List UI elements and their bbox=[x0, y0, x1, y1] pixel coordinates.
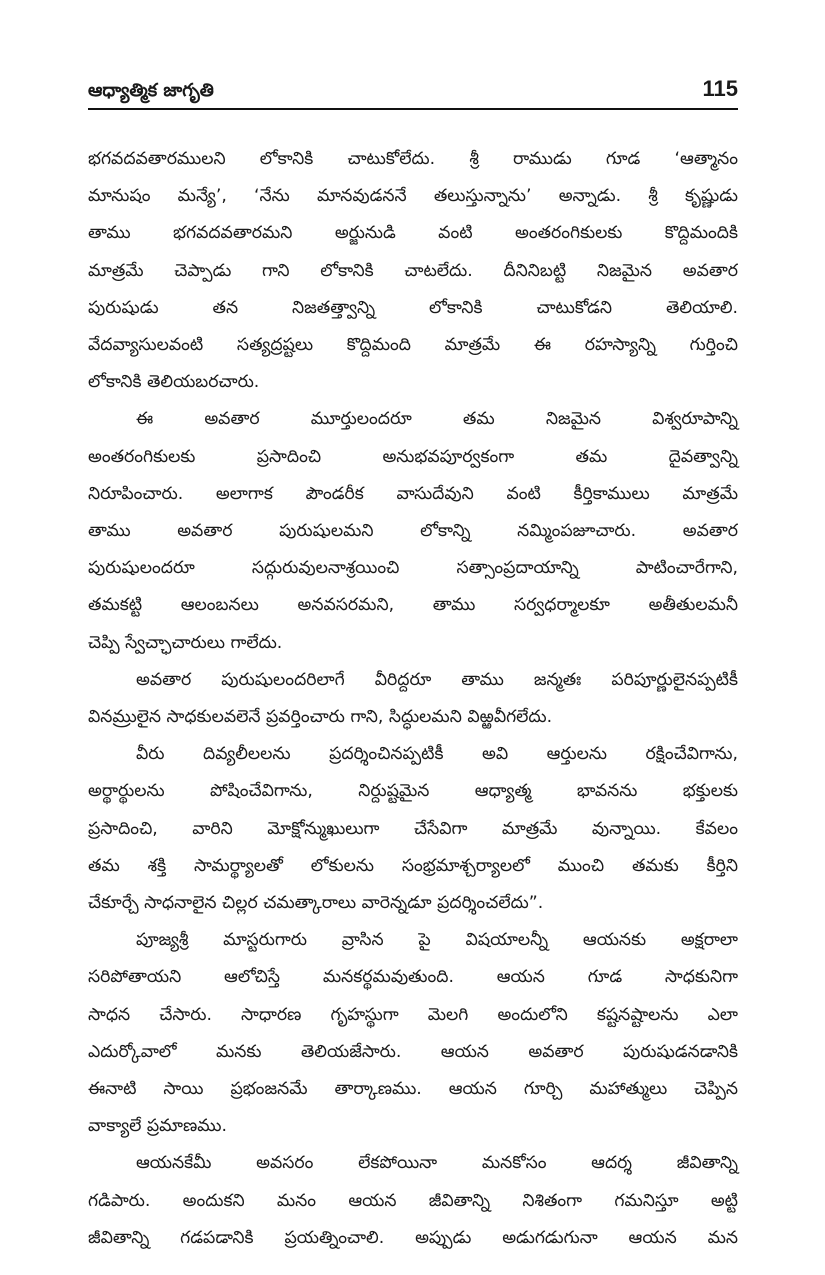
text-line: పురుషుడు తన నిజతత్త్వాన్ని లోకానికి చాటుకోడని తెలియాలి. bbox=[88, 297, 738, 318]
text-line: గడిపారు. అందుకని మనం ఆయన జీవితాన్ని నిశితంగా గమనిస్తూ అట్టి bbox=[88, 1190, 738, 1211]
text-line: వేదవ్యాసులవంటి సత్యద్రష్టలు కొద్దిమంది మాత్రమే ఈ రహస్యాన్ని గుర్తించి bbox=[88, 335, 738, 356]
text-line: తమకట్టి ఆలంబనలు అనవసరమని, తాము సర్వధర్మాలకూ అతీతులమనీ bbox=[88, 595, 738, 616]
text-line: వాక్యాలే ప్రమాణము. bbox=[88, 1116, 228, 1137]
text-line: అంతరంగికులకు ప్రసాదించి అనుభవపూర్వకంగా తమ దైవత్వాన్ని bbox=[88, 446, 738, 467]
body-text bbox=[88, 141, 738, 1257]
text-line: మానుషం మన్యే’, ‘నేను మానవుడననే తలుస్తున్నాను’ అన్నాడు. శ్రీ కృష్ణుడు bbox=[88, 186, 738, 207]
text-line: భగవదవతారములని లోకానికి చాటుకోలేదు. శ్రీ రాముడు గూడ ‘ఆత్మానం bbox=[88, 149, 738, 169]
text-line: పూజ్యశ్రీ మాస్టరుగారు వ్రాసిన పై విషయాలన్నీ ఆయనకు అక్షరాలా bbox=[136, 930, 738, 951]
text-line: ఆయనకేమీ అవసరం లేకపోయినా మనకోసం ఆదర్శ జీవితాన్ని bbox=[136, 1153, 738, 1174]
text-line: నిరూపించారు. అలాగాక పౌండరీక వాసుదేవుని వంటి కీర్తికాములు మాత్రమే bbox=[88, 483, 738, 504]
text-line: అవతార పురుషులందరిలాగే వీరిద్దరూ తాము జన్మతః పరిపూర్ణులైనప్పటికీ bbox=[136, 669, 738, 690]
page-number: 115 bbox=[702, 76, 738, 101]
text-line: ప్రసాదించి, వారిని మోక్షోన్ముఖులుగా చేసేవిగా మాత్రమే వున్నాయి. కేవలం bbox=[88, 818, 738, 839]
text-line: జీవితాన్ని గడపడానికి ప్రయత్నించాలి. అప్పుడు అడుగడుగునా ఆయన మన bbox=[88, 1227, 738, 1248]
text-line: సాధన చేసారు. సాధారణ గృహస్థుగా మెలగి అందులోని కష్టనష్టాలను ఎలా bbox=[88, 1004, 738, 1025]
page-header bbox=[88, 74, 738, 110]
text-line: మాత్రమే చెప్పాడు గాని లోకానికి చాటలేదు. దీనినిబట్టి నిజమైన అవతార bbox=[88, 260, 738, 281]
text-line: తాము భగవదవతారమని అర్జునుడి వంటి అంతరంగికులకు కొద్దిమందికి bbox=[88, 223, 738, 244]
text-line: పురుషులందరూ సద్గురువులనాశ్రయించి సత్సాంప్రదాయాన్ని పాటించారేగాని, bbox=[88, 558, 738, 579]
text-line: తమ శక్తి సామర్థ్యాలతో లోకులను సంభ్రమాశ్చర్యాలలో ముంచి తమకు కీర్తిని bbox=[88, 855, 738, 876]
text-line: చెప్పి స్వేచ్ఛాచారులు గాలేదు. bbox=[88, 632, 283, 653]
text-line: ఈ అవతార మూర్తులందరూ తమ నిజమైన విశ్వరూపాన్ని bbox=[136, 409, 738, 430]
running-title: ఆధ్యాత్మిక జాగృతి bbox=[88, 80, 214, 101]
text-line: లోకానికి తెలియబరచారు. bbox=[88, 372, 260, 393]
text-line: వినమ్రులైన సాధకులవలెనే ప్రవర్తించారు గాని, సిద్ధులమని విఱ్ఱవీగలేదు. bbox=[88, 707, 553, 728]
text-line: చేకూర్చే సాధనాలైన చిల్లర చమత్కారాలు వారెన్నడూ ప్రదర్శించలేదు”. bbox=[88, 893, 544, 914]
text-line: ఈనాటి సాయి ప్రభంజనమే తార్కాణము. ఆయన గూర్చి మహాత్ములు చెప్పిన bbox=[88, 1079, 738, 1100]
text-line: తాము అవతార పురుషులమని లోకాన్ని నమ్మింపజూచారు. అవతార bbox=[88, 521, 738, 542]
text-line: ఎదుర్కోవాలో మనకు తెలియజేసారు. ఆయన అవతార పురుషుడనడానికి bbox=[88, 1041, 738, 1062]
text-line: సరిపోతాయని ఆలోచిస్తే మనకర్థమవుతుంది. ఆయన గూడ సాధకునిగా bbox=[88, 967, 738, 988]
text-line: అర్థార్థులను పోషించేవిగాను, నిర్దుష్టమైన ఆధ్యాత్మ భావనను భక్తులకు bbox=[88, 781, 738, 802]
text-line: వీరు దివ్యలీలలను ప్రదర్శించినప్పటికీ అవి ఆర్తులను రక్షించేవిగాను, bbox=[136, 744, 738, 765]
